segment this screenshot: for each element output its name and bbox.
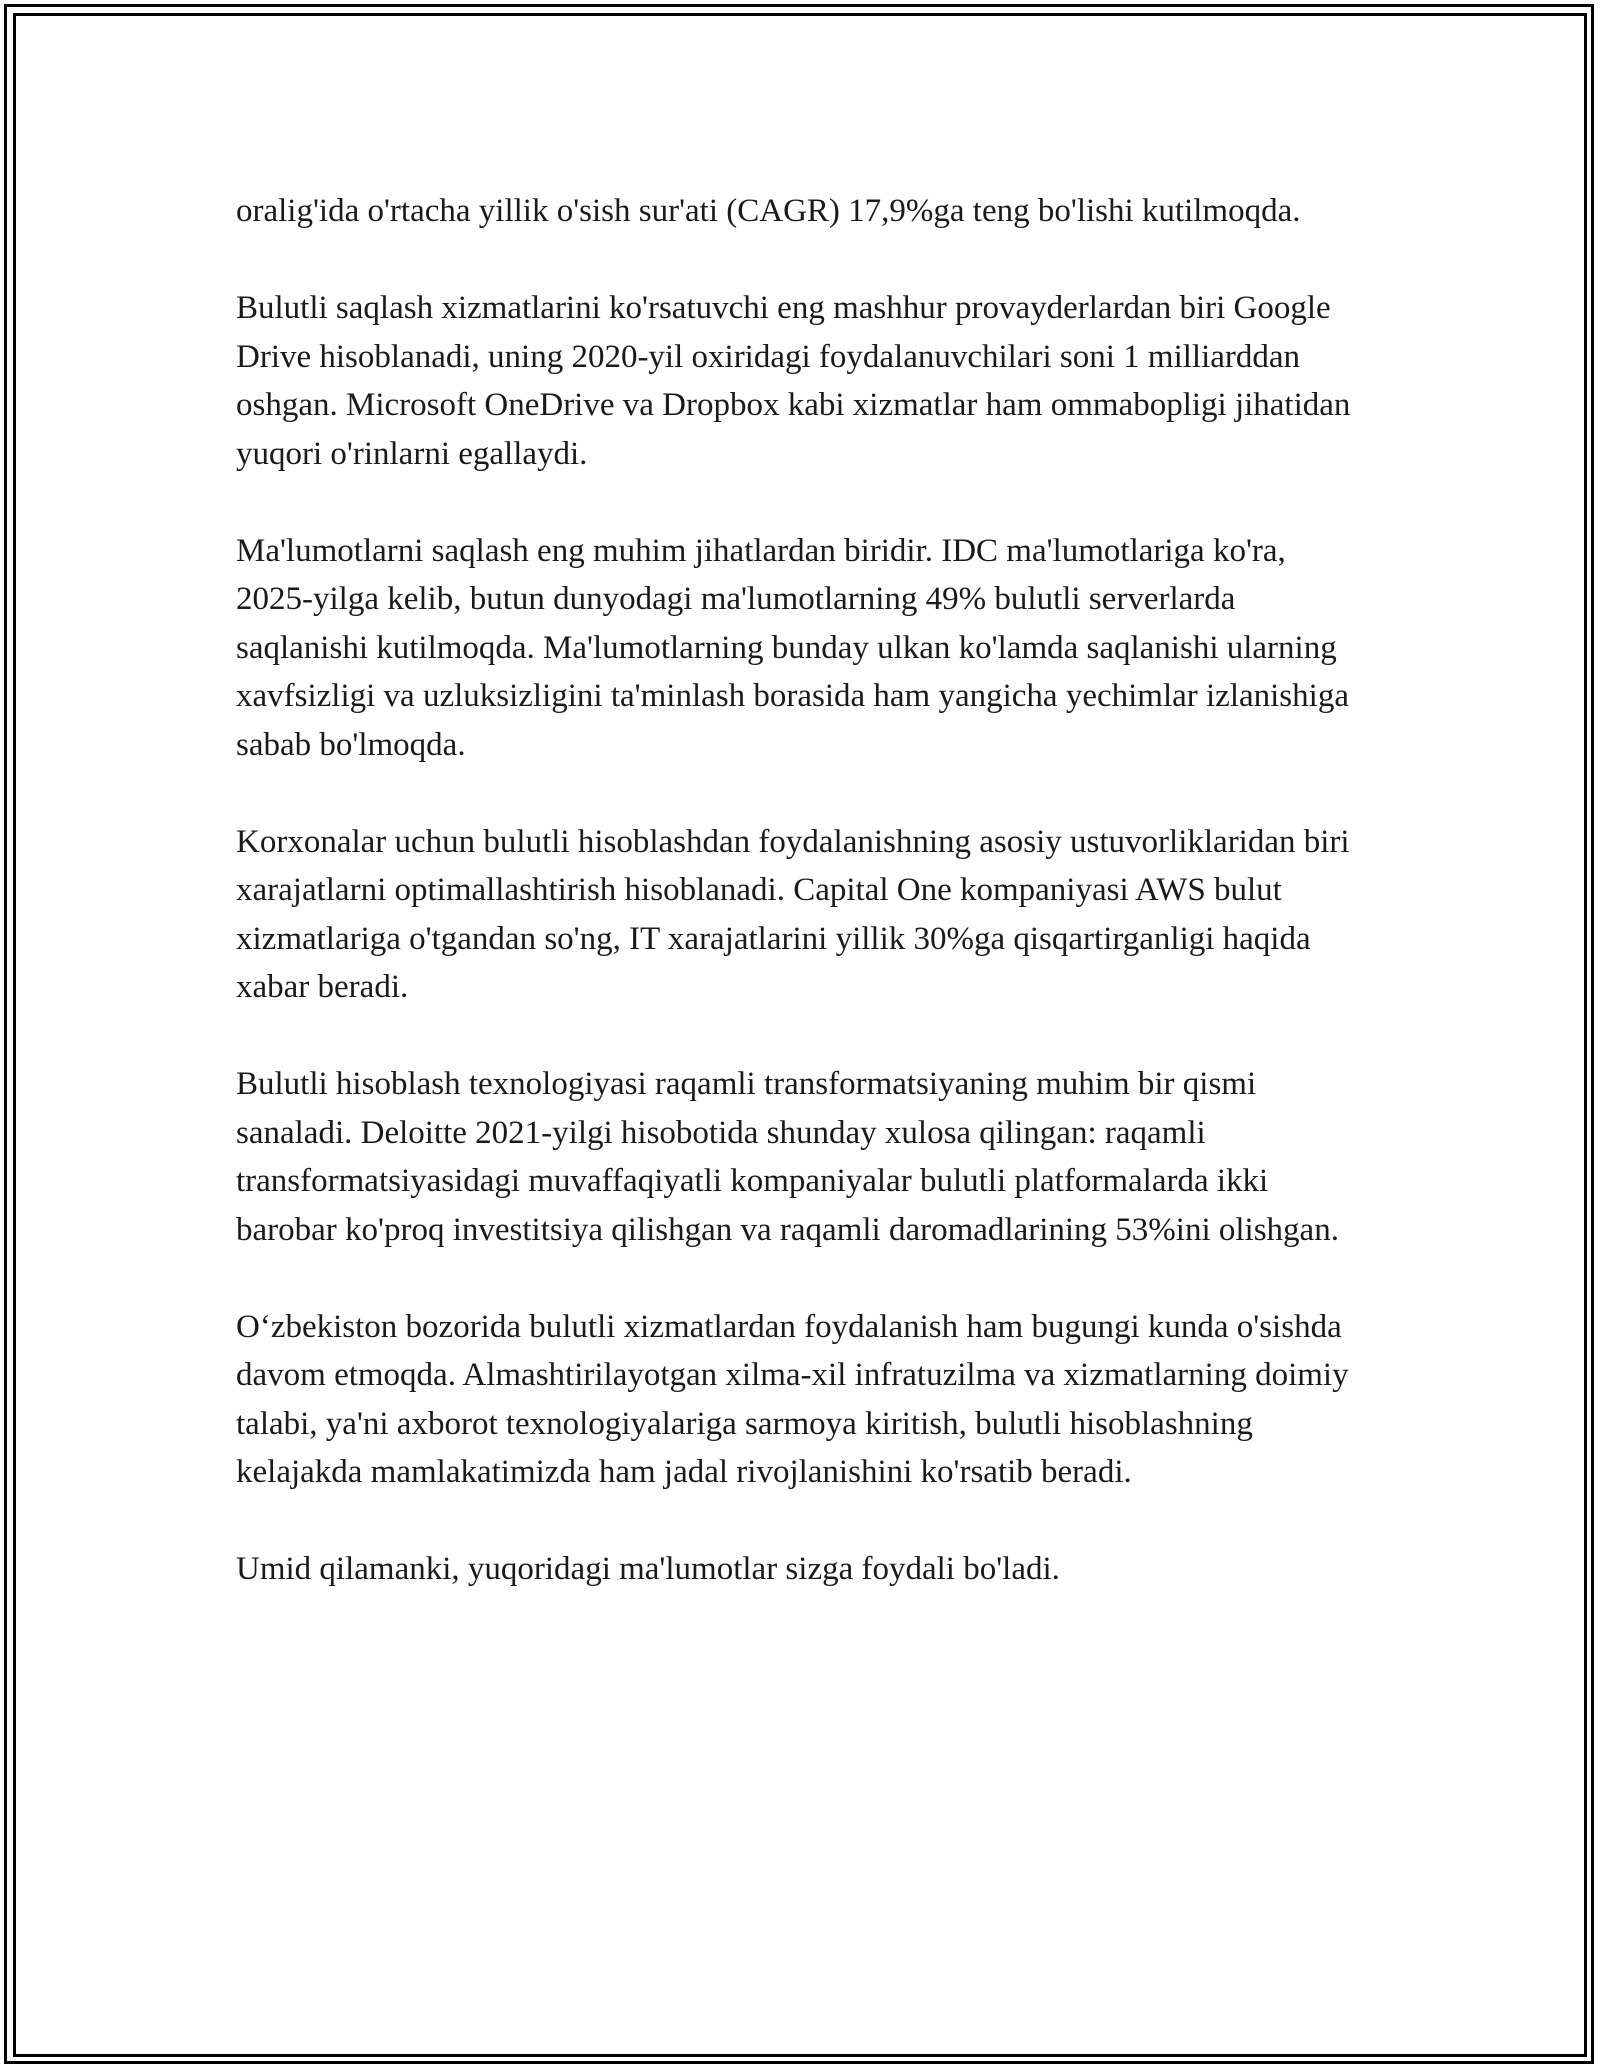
paragraph-closing: Umid qilamanki, yuqoridagi ma'lumotlar sizga foydali bo'ladi.	[236, 1551, 1060, 1587]
paragraph-data-storage: Ma'lumotlarni saqlash eng muhim jihatlardan biridir. IDC ma'lumotlariga ko'ra, 2025-yilga kelib, butun dunyodagi ma'lumotlarning 49% bulutli serverlarda saqlanishi kutilmoqda. Ma'lumotlarning bunday ulkan ko'lamda saqlanishi ularning xavfsizligi va uzluksizligini ta'minlash borasida ham yangicha yechimlar izlanishiga sabab bo'lmoqda.	[236, 532, 1349, 763]
paragraph-cagr: oralig'ida o'rtacha yillik o'sish sur'ati (CAGR) 17,9%ga teng bo'lishi kutilmoqda.	[236, 193, 1301, 229]
paragraph-cost-optimization: Korxonalar uchun bulutli hisoblashdan foydalanishning asosiy ustuvorliklaridan biri xarajatlarni optimallashtirish hisoblanadi. Capital One kompaniyasi AWS bulut xizmatlariga o'tgandan so'ng, IT xarajatlarini yillik 30%ga qisqartirganligi haqida xabar beradi.	[236, 823, 1350, 1005]
paragraph-digital-transformation: Bulutli hisoblash texnologiyasi raqamli transformatsiyaning muhim bir qismi sanaladi. Deloitte 2021-yilgi hisobotida shunday xulosa qilingan: raqamli transformatsiyasidagi muvaffaqiyatli kompaniyalar bulutli platformalarda ikki barobar ko'proq investitsiya qilishgan va raqamli daromadlarining 53%ini olishgan.	[236, 1066, 1339, 1248]
paragraph-uzbekistan-market: O‘zbekiston bozorida bulutli xizmatlardan foydalanish ham bugungi kunda o'sishda davom etmoqda. Almashtirilayotgan xilma-xil infratuzilma va xizmatlarning doimiy talabi, ya'ni axborot texnologiyalariga sarmoya kiritish, bulutli hisoblashning kelajakda mamlakatimizda ham jadal rivojlanishini ko'rsatib beradi.	[236, 1308, 1349, 1490]
paragraph-cloud-storage-providers: Bulutli saqlash xizmatlarini ko'rsatuvchi eng mashhur provayderlardan biri Google Drive hisoblanadi, uning 2020-yil oxiridagi foydalanuvchilari soni 1 milliarddan oshgan. Microsoft OneDrive va Dropbox kabi xizmatlar ham ommabopligi jihatidan yuqori o'rinlarni egallaydi.	[236, 290, 1351, 472]
document-body	[236, 187, 1366, 1642]
